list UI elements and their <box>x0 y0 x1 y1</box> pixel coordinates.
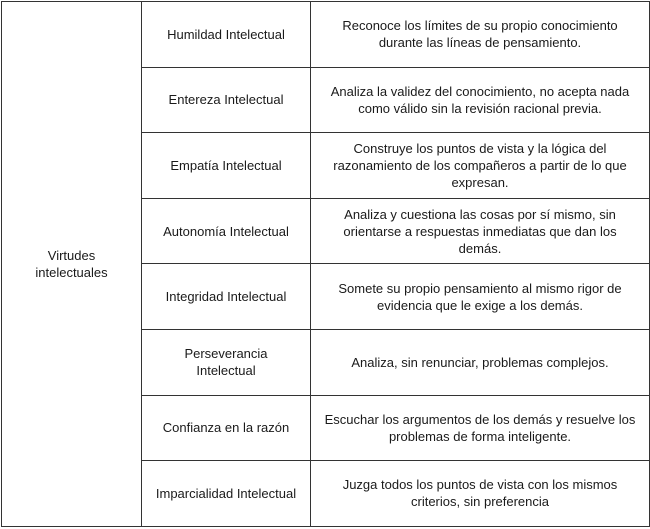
description-cell: Analiza, sin renunciar, problemas complejos. <box>311 329 650 395</box>
virtue-cell: Autonomía Intelectual <box>142 198 311 264</box>
virtues-table <box>1 1 650 527</box>
table-row <box>2 2 650 68</box>
category-cell <box>2 2 142 527</box>
category-label: Virtudes intelectuales <box>35 247 108 280</box>
virtue-cell: Confianza en la razón <box>142 395 311 461</box>
virtue-cell: Imparcialidad Intelectual <box>142 461 311 527</box>
description-cell: Reconoce los límites de su propio conocimiento durante las líneas de pensamiento. <box>311 2 650 68</box>
description-cell: Escuchar los argumentos de los demás y resuelve los problemas de forma inteligente. <box>311 395 650 461</box>
description-cell: Analiza y cuestiona las cosas por sí mismo, sin orientarse a respuestas inmediatas que dan los demás. <box>311 198 650 264</box>
virtue-cell: Integridad Intelectual <box>142 264 311 330</box>
description-cell: Juzga todos los puntos de vista con los mismos criterios, sin preferencia <box>311 461 650 527</box>
virtue-cell: Entereza Intelectual <box>142 67 311 133</box>
description-cell: Somete su propio pensamiento al mismo rigor de evidencia que le exige a los demás. <box>311 264 650 330</box>
description-cell: Analiza la validez del conocimiento, no acepta nada como válido sin la revisión racional previa. <box>311 67 650 133</box>
virtue-cell: Humildad Intelectual <box>142 2 311 68</box>
description-cell: Construye los puntos de vista y la lógica del razonamiento de los compañeros a partir de lo que expresan. <box>311 133 650 199</box>
virtue-cell: Empatía Intelectual <box>142 133 311 199</box>
virtue-cell: Perseverancia Intelectual <box>142 329 311 395</box>
